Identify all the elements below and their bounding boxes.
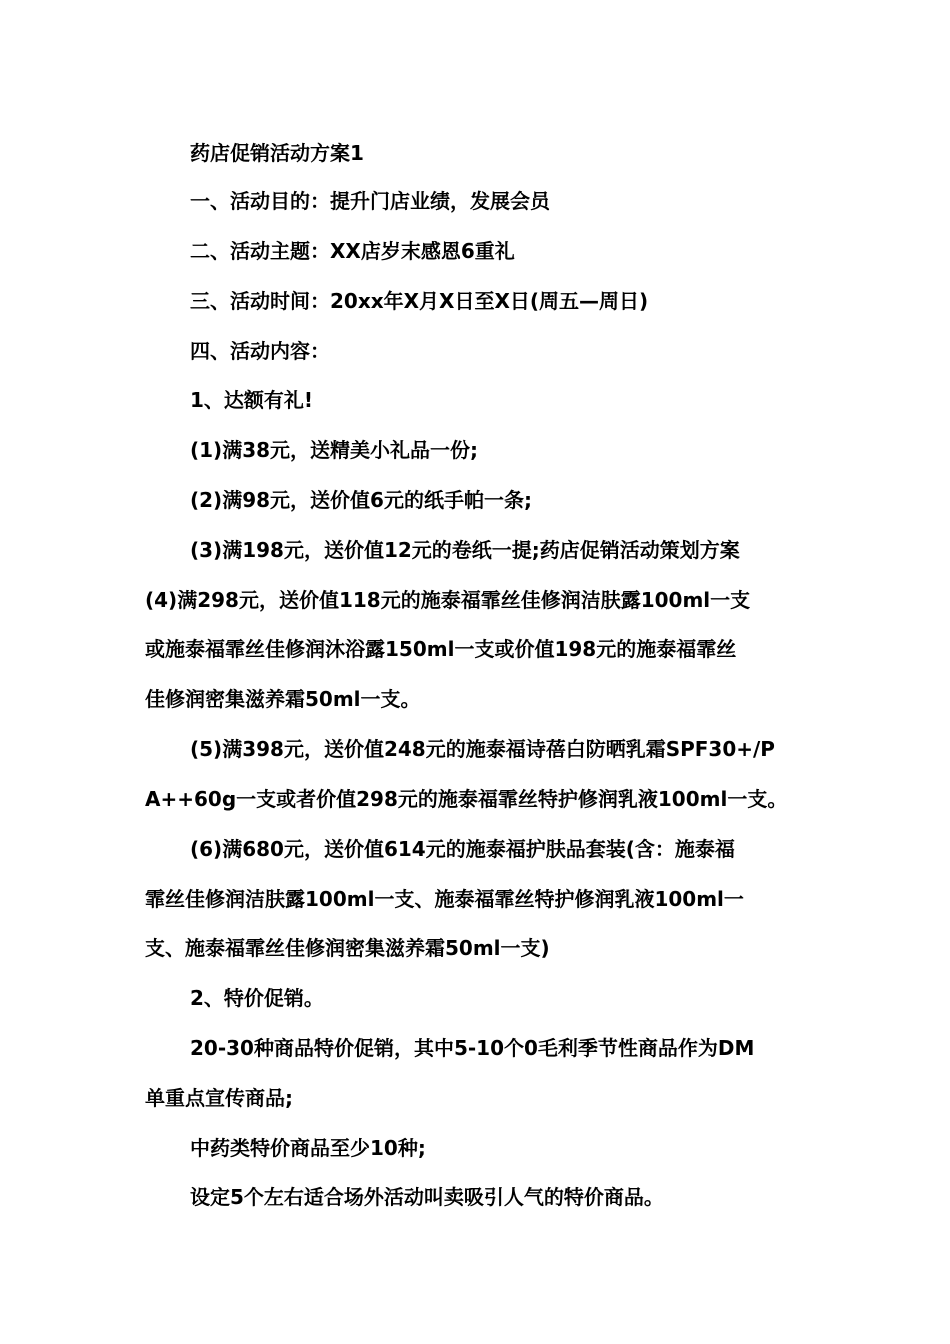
list-item-2: (2)满98元，送价值6元的纸手帕一条; (190, 488, 532, 512)
paragraph-special-price-line-2: 单重点宣传商品; (145, 1086, 293, 1110)
subheading-special-price: 2、特价促销。 (190, 986, 324, 1010)
list-item-5-line-2: A++60g一支或者价值298元的施泰福霏丝特护修润乳液100ml一支。 (145, 787, 788, 811)
list-item-4-line-2: 或施泰福霏丝佳修润沐浴露150ml一支或价值198元的施泰福霏丝 (145, 637, 737, 661)
document-title: 药店促销活动方案1 (190, 141, 364, 165)
subheading-threshold-gifts: 1、达额有礼! (190, 388, 314, 412)
list-item-6-line-2: 霏丝佳修润洁肤露100ml一支、施泰福霏丝特护修润乳液100ml一 (145, 887, 744, 911)
paragraph-outdoor-items: 设定5个左右适合场外活动叫卖吸引人气的特价商品。 (190, 1185, 664, 1209)
list-item-4-line-1: (4)满298元，送价值118元的施泰福霏丝佳修润洁肤露100ml一支 (145, 588, 751, 612)
paragraph-activity-time: 三、活动时间：20xx年X月X日至X日(周五—周日) (190, 289, 649, 313)
list-item-4-line-3: 佳修润密集滋养霜50ml一支。 (145, 687, 421, 711)
paragraph-activity-goal: 一、活动目的：提升门店业绩，发展会员 (190, 189, 550, 213)
list-item-3: (3)满198元，送价值12元的卷纸一提;药店促销活动策划方案 (190, 538, 740, 562)
list-item-5-line-1: (5)满398元，送价值248元的施泰福诗蓓白防晒乳霜SPF30+/P (190, 737, 775, 761)
paragraph-tcm-items: 中药类特价商品至少10种; (190, 1136, 426, 1160)
list-item-6-line-1: (6)满680元，送价值614元的施泰福护肤品套装(含：施泰福 (190, 837, 735, 861)
section-heading-content: 四、活动内容： (190, 339, 330, 363)
list-item-1: (1)满38元，送精美小礼品一份; (190, 438, 479, 462)
list-item-6-line-3: 支、施泰福霏丝佳修润密集滋养霜50ml一支) (145, 936, 550, 960)
paragraph-activity-theme: 二、活动主题：XX店岁末感恩6重礼 (190, 239, 515, 263)
paragraph-special-price-line-1: 20-30种商品特价促销，其中5-10个0毛利季节性商品作为DM (190, 1036, 755, 1060)
